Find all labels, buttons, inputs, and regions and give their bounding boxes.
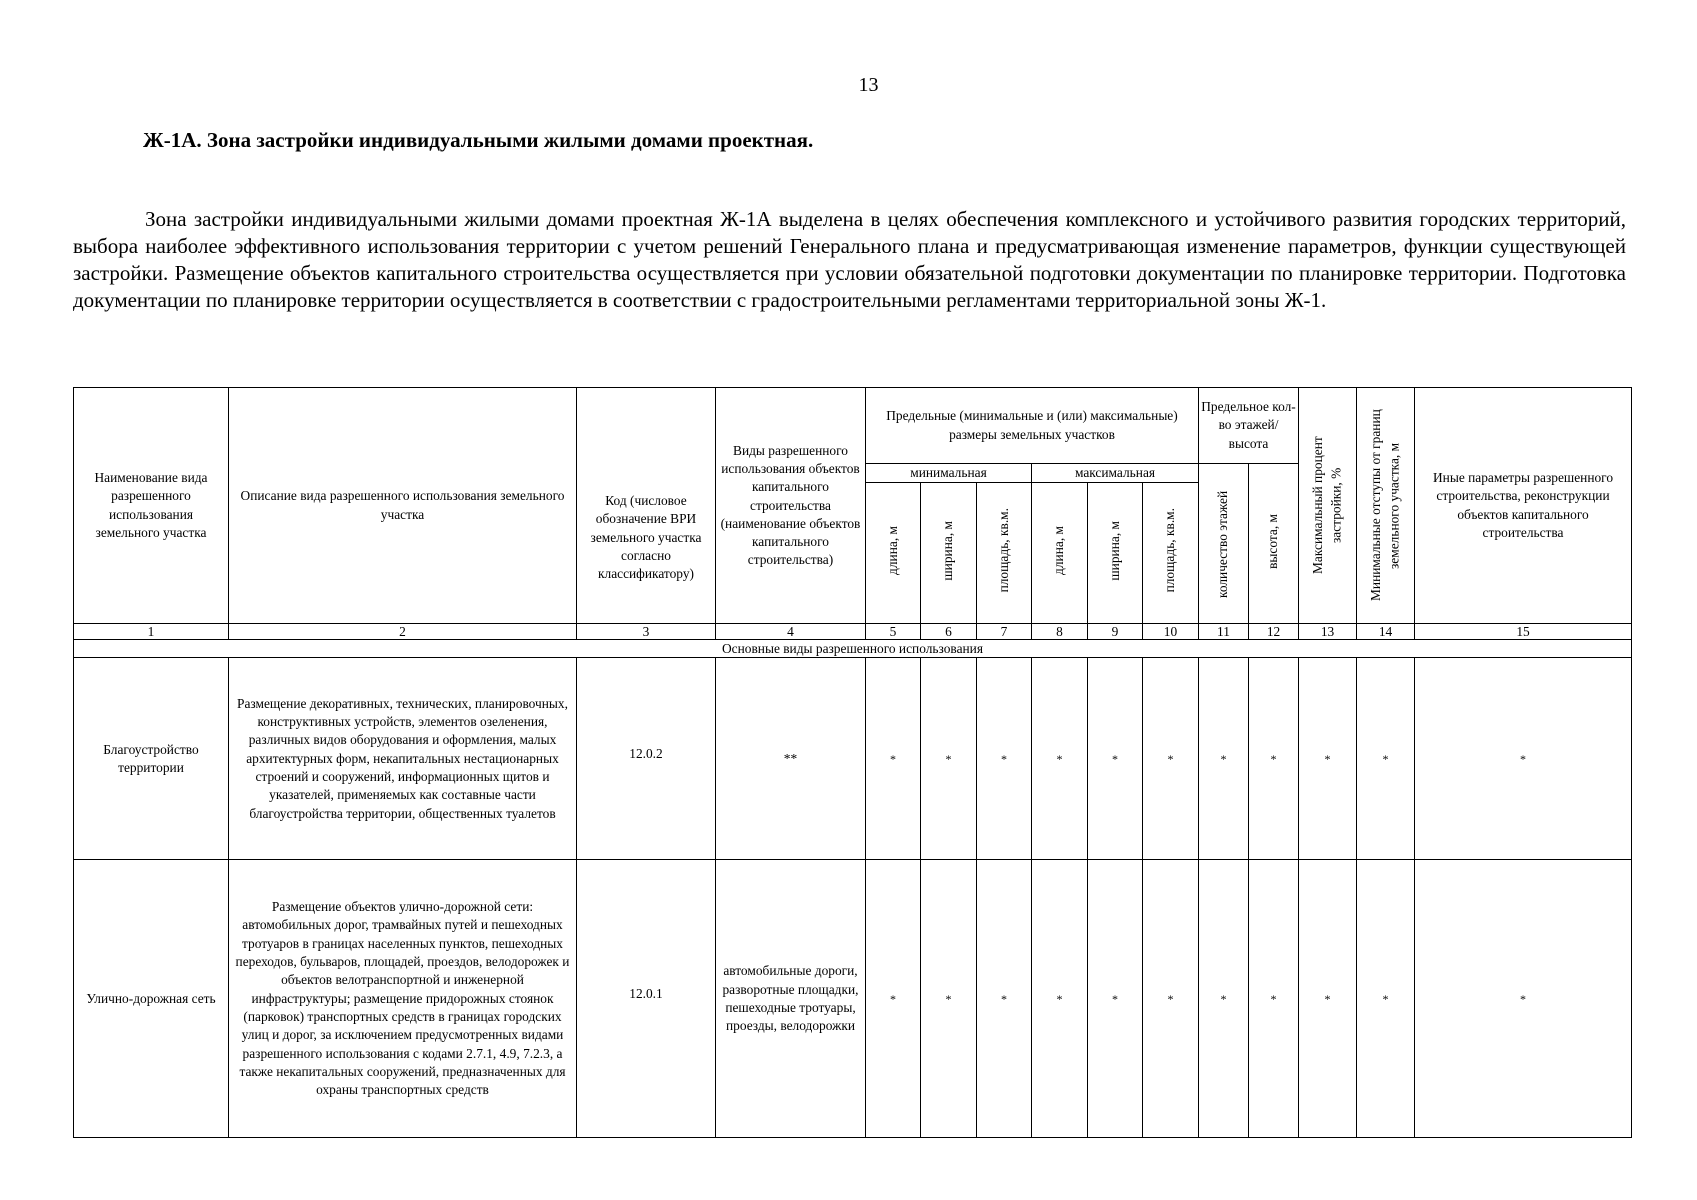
cell-value: * — [1143, 658, 1199, 860]
header-max-length-text: длина, м — [1051, 526, 1067, 576]
header-max-area — [1143, 483, 1199, 624]
header-floors-count-text: количество этажей — [1215, 490, 1231, 598]
header-min-length — [866, 483, 921, 624]
header-other-params: Иные параметры разрешенного строительства, реконструкции объектов капитального строительства — [1415, 388, 1632, 624]
header-max-coverage-text: Максимальный процент застройки, % — [1310, 436, 1344, 575]
cell-value: * — [1415, 658, 1632, 860]
header-maximum: максимальная — [1032, 464, 1199, 483]
cell-description: Размещение объектов улично-дорожной сети: автомобильных дорог, трамвайных путей и пешеходных тротуаров в границах населенных пунктов, пешеходных переходов, бульваров, площадей, проездов, велодорожек и объектов велотранспортной и инженерной инфраструктуры; размещение придорожных стоянок (парковок) транспортных средств в границах городских улиц и дорог, за исключением предусмотренных видами разрешенного использования с кодами 2.7.1, 4.9, 7.2.3, а также некапитальных сооружений, предназначенных для охраны транспортных средств — [229, 860, 577, 1138]
header-min-area-text: площадь, кв.м. — [995, 508, 1011, 593]
header-floors-count — [1199, 464, 1249, 624]
cell-code: 12.0.1 — [577, 860, 716, 1138]
cell-value: * — [921, 860, 977, 1138]
cell-value: * — [921, 658, 977, 860]
header-code: Код (числовое обозначение ВРИ земельного участка согласно классификатору) — [577, 388, 716, 624]
header-max-coverage — [1299, 388, 1357, 624]
column-number: 14 — [1357, 624, 1415, 640]
header-min-area — [977, 483, 1032, 624]
cell-value: * — [1299, 860, 1357, 1138]
column-number: 9 — [1088, 624, 1143, 640]
cell-name: Улично-дорожная сеть — [74, 860, 229, 1138]
cell-value: * — [1249, 860, 1299, 1138]
cell-value: * — [1032, 658, 1088, 860]
header-max-width — [1088, 483, 1143, 624]
column-number: 5 — [866, 624, 921, 640]
header-max-width-text: ширина, м — [1106, 520, 1122, 581]
header-min-width-text: ширина, м — [940, 520, 956, 581]
header-floors-limit: Предельное кол-во этажей/ высота — [1199, 388, 1299, 464]
cell-value: * — [1199, 860, 1249, 1138]
header-name: Наименование вида разрешенного использования земельного участка — [74, 388, 229, 624]
header-minimum: минимальная — [866, 464, 1032, 483]
cell-value: * — [1357, 658, 1415, 860]
header-object-types: Виды разрешенного использования объектов капитального строительства (наименование объектов капитального строительства) — [716, 388, 866, 624]
cell-description: Размещение декоративных, технических, планировочных, конструктивных устройств, элементов озеленения, различных видов оборудования и оформления, малых архитектурных форм, некапитальных нестационарных строений и сооружений, информационных щитов и указателей, применяемых как составные части благоустройства территории, общественных туалетов — [229, 658, 577, 860]
intro-paragraph: Зона застройки индивидуальными жилыми домами проектная Ж-1А выделена в целях обеспечения комплексного и устойчивого развития городских территорий, выбора наиболее эффективного использования территории с учетом решений Генерального плана и предусматривающая изменение параметров, функции существующей застройки. Размещение объектов капитального строительства осуществляется при условии обязательной подготовки документации по планировке территории. Подготовка документации по планировке территории осуществляется в соответствии с градостроительными регламентами территориальной зоны Ж-1. — [73, 207, 1626, 312]
cell-code: 12.0.2 — [577, 658, 716, 860]
header-height-text: высота, м — [1265, 513, 1281, 569]
cell-value: * — [977, 860, 1032, 1138]
cell-value: * — [1088, 658, 1143, 860]
table-row — [74, 658, 1632, 860]
cell-value: * — [1415, 860, 1632, 1138]
column-number: 6 — [921, 624, 977, 640]
column-number: 1 — [74, 624, 229, 640]
header-min-setbacks-text: Минимальные отступы от границ земельного участка, м — [1368, 409, 1402, 602]
cell-objects: ** — [716, 658, 866, 860]
column-number: 11 — [1199, 624, 1249, 640]
cell-value: * — [977, 658, 1032, 860]
column-number: 8 — [1032, 624, 1088, 640]
section-title: Ж-1А. Зона застройки индивидуальными жилыми домами проектная. — [143, 128, 814, 152]
header-min-width — [921, 483, 977, 624]
header-min-length-text: длина, м — [884, 526, 900, 576]
column-number: 10 — [1143, 624, 1199, 640]
section-label: Основные виды разрешенного использования — [74, 640, 1632, 658]
column-number: 15 — [1415, 624, 1632, 640]
cell-value: * — [1357, 860, 1415, 1138]
cell-value: * — [1249, 658, 1299, 860]
cell-value: * — [866, 860, 921, 1138]
header-description: Описание вида разрешенного использования земельного участка — [229, 388, 577, 624]
cell-objects: автомобильные дороги, разворотные площадки, пешеходные тротуары, проезды, велодорожки — [716, 860, 866, 1138]
header-min-setbacks — [1357, 388, 1415, 624]
cell-value: * — [1143, 860, 1199, 1138]
regulations-table — [73, 387, 1632, 1138]
cell-value: * — [1299, 658, 1357, 860]
cell-value: * — [1032, 860, 1088, 1138]
cell-name: Благоустройство территории — [74, 658, 229, 860]
header-plot-limits: Предельные (минимальные и (или) максимальные) размеры земельных участков — [866, 388, 1199, 464]
cell-value: * — [1088, 860, 1143, 1138]
header-height — [1249, 464, 1299, 624]
column-number: 2 — [229, 624, 577, 640]
column-number: 13 — [1299, 624, 1357, 640]
column-number: 7 — [977, 624, 1032, 640]
header-max-length — [1032, 483, 1088, 624]
header-max-area-text: площадь, кв.м. — [1162, 508, 1178, 593]
cell-value: * — [866, 658, 921, 860]
column-number: 12 — [1249, 624, 1299, 640]
column-number: 3 — [577, 624, 716, 640]
column-number: 4 — [716, 624, 866, 640]
page-number: 13 — [858, 74, 879, 96]
table-row — [74, 860, 1632, 1138]
cell-value: * — [1199, 658, 1249, 860]
